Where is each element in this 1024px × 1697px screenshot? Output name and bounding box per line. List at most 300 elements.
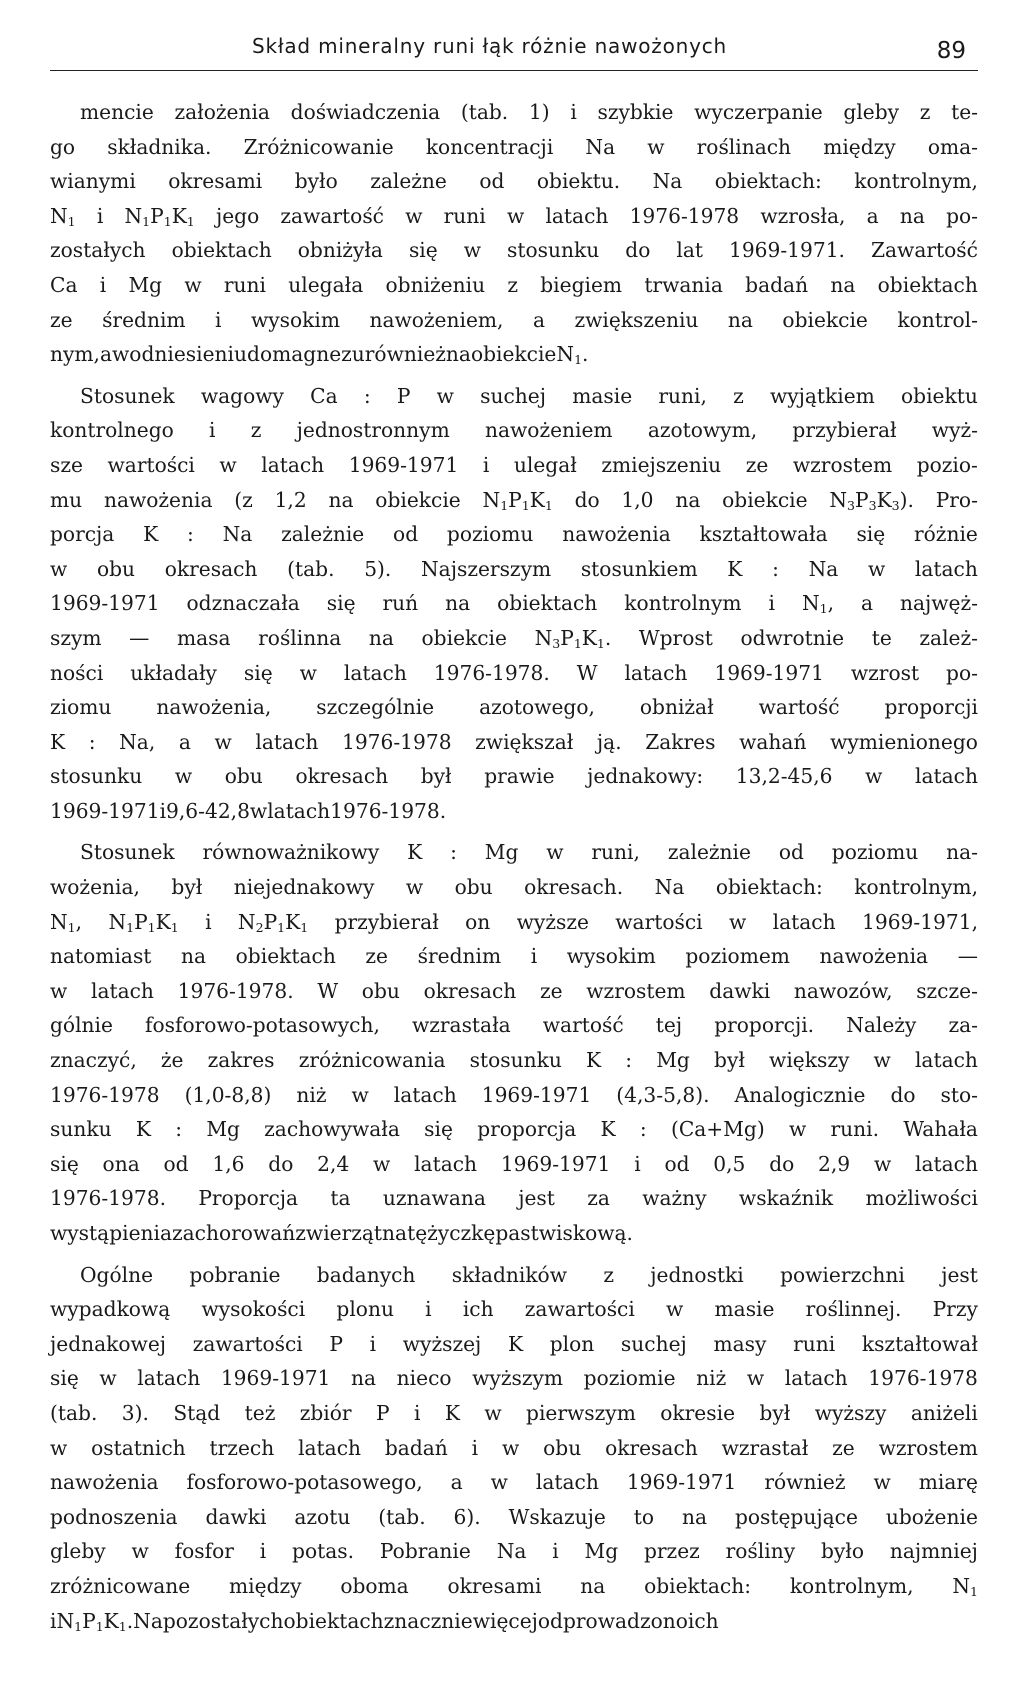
word: zmiejszeniu [601, 452, 722, 477]
paragraph [50, 95, 978, 372]
word: odwrotnie [740, 625, 845, 650]
text-line [50, 1292, 978, 1327]
word: Na, [119, 729, 156, 754]
word: runi [223, 272, 267, 297]
paragraph [50, 379, 978, 829]
word: był [171, 875, 203, 900]
word: K [135, 1117, 151, 1142]
word: porcja [50, 522, 115, 547]
text-line [50, 1078, 978, 1113]
word: kontrolnym [624, 591, 742, 616]
word: latach [535, 1470, 599, 1495]
word: 1969-1971 [714, 660, 824, 685]
word: ich [687, 1608, 719, 1633]
word: pierwszym [526, 1400, 636, 1425]
word: pozio- [916, 452, 978, 477]
word: (Ca+Mg) [670, 1117, 765, 1142]
text-line [50, 725, 978, 760]
text-line [50, 337, 978, 372]
word: Na [652, 169, 683, 194]
word: w [666, 1297, 684, 1322]
word: i [471, 1435, 479, 1460]
word: a [866, 203, 879, 228]
word: na [382, 1221, 408, 1245]
word: azotowym, [647, 418, 758, 443]
word: Przy [932, 1297, 978, 1322]
word: ze [832, 1435, 855, 1460]
word: obiektu [901, 383, 978, 408]
word: : [88, 729, 96, 754]
word: z [919, 100, 931, 124]
word: Mg [484, 840, 519, 865]
word: szybkie [597, 100, 674, 124]
word: pastwiskową. [495, 1221, 633, 1245]
word: poziomie [583, 1366, 676, 1391]
text-line [50, 233, 978, 268]
word: poziomu [446, 522, 534, 547]
word: : [175, 1117, 183, 1142]
word: : [363, 383, 371, 408]
word: tej [655, 1013, 683, 1038]
word: przez [643, 1539, 700, 1564]
running-header [50, 30, 978, 71]
word: ona [102, 1151, 140, 1176]
word: zachorowań [172, 1221, 296, 1245]
word: Zróżnicowanie [243, 134, 394, 159]
word: średnim [417, 944, 502, 969]
word: biegiem [540, 272, 623, 297]
text-line [50, 759, 978, 794]
word: obiektach [235, 944, 336, 969]
word: wyż- [931, 418, 978, 443]
word: runi [793, 1331, 836, 1356]
word: nawożenia [50, 1470, 159, 1495]
word: wyższy [814, 1400, 887, 1425]
word: latach [772, 909, 836, 934]
word: wzrostem [792, 452, 893, 477]
word: proporcji [884, 695, 978, 720]
word: stosunku [507, 238, 600, 263]
word: od [778, 840, 804, 865]
word: Na [222, 522, 253, 547]
word: odprowadzono [537, 1608, 688, 1633]
text-line [50, 1534, 978, 1569]
word: w [867, 556, 886, 581]
word: w [174, 764, 193, 789]
word: w [490, 1470, 508, 1495]
text-line [50, 95, 978, 130]
text-line [50, 268, 978, 303]
text-line [50, 905, 978, 940]
word: z [733, 383, 744, 408]
word: 1976-1978 [50, 1082, 160, 1107]
word: od [163, 1151, 189, 1176]
word: wysokości [201, 1297, 306, 1322]
word: Pobranie [379, 1539, 471, 1564]
word: przybierał [792, 418, 897, 443]
word: $N_3P_3K_3$). [829, 487, 914, 513]
word: zależnie [667, 840, 751, 865]
word: K [143, 522, 159, 547]
header-title: Skład mineralny runi łąk różnie nawożonych [252, 34, 728, 58]
text-line [50, 1465, 978, 1500]
word: Na [808, 556, 839, 581]
word: trwania [644, 272, 723, 297]
word: obiektach [171, 238, 272, 263]
word: obniżał [639, 695, 714, 720]
word: — [957, 944, 978, 969]
word: koncentracji [425, 134, 554, 159]
word: do [268, 1151, 294, 1176]
word: stosunku [50, 764, 143, 789]
word: okresach [423, 978, 517, 1003]
word: roślinnej. [805, 1297, 902, 1322]
word: (4,3-5,8). [616, 1082, 710, 1107]
word: i [205, 909, 212, 934]
word: obiekcie [782, 307, 868, 332]
word: kontrolnym, [854, 169, 978, 194]
word: poziomem [685, 944, 790, 969]
word: zawartości [524, 1297, 635, 1322]
word: miarę [918, 1470, 978, 1495]
word: w [112, 342, 130, 367]
word: w [405, 875, 424, 900]
word: w [873, 1048, 891, 1073]
word: go [50, 134, 76, 159]
word: obniżyła [297, 238, 383, 263]
word: sto- [940, 1082, 978, 1107]
word: więcej [472, 1608, 538, 1633]
word: nawożenia [819, 944, 929, 969]
word: znacznie [383, 1608, 473, 1633]
word: w [50, 978, 68, 1003]
word: się [856, 522, 886, 547]
word: okresami [447, 1573, 542, 1598]
word: runi [443, 203, 486, 228]
word: (1,0-8,8) [184, 1082, 272, 1107]
word: na [328, 487, 354, 512]
word: (tab. [460, 100, 509, 124]
word: najmniej [889, 1539, 978, 1564]
word: zwiększał [475, 729, 574, 754]
word: 1976-1978. [433, 660, 550, 685]
word: nawożeniem [484, 418, 613, 443]
word: $N_1$. [556, 342, 589, 368]
word: jednostki [650, 1262, 744, 1287]
word: okresach. [524, 875, 624, 900]
word: nawożenia [103, 487, 213, 512]
text-line [50, 413, 978, 448]
word: te- [951, 100, 978, 124]
text-line [50, 690, 978, 725]
word: w [546, 840, 564, 865]
word: po- [946, 203, 978, 228]
word: kształtował [861, 1331, 978, 1356]
word: plonu [336, 1297, 394, 1322]
word: zawartość [280, 203, 384, 228]
word: za- [948, 1013, 978, 1038]
word: 2,9 [818, 1151, 851, 1176]
word: 6). [453, 1504, 481, 1529]
word: do [890, 1082, 916, 1107]
word: zależne [370, 169, 447, 194]
text-line [50, 870, 978, 905]
word: wysokim [566, 944, 656, 969]
word: nawozów, [793, 978, 893, 1003]
word: 13,2-45,6 [735, 764, 833, 789]
word: kontrolnego [50, 418, 174, 443]
word: kontrolnym, [854, 875, 978, 900]
word: na [351, 1366, 377, 1391]
word: : [639, 1117, 647, 1142]
word: był [759, 1400, 791, 1425]
word: w [405, 203, 423, 228]
text-line [50, 164, 978, 199]
word: wartość [542, 1013, 624, 1038]
word: był [420, 764, 452, 789]
word: latach [298, 1435, 362, 1460]
word: zakres [207, 1048, 275, 1073]
word: wyższe [516, 909, 589, 934]
word: to [633, 1504, 655, 1529]
paragraph [50, 835, 978, 1250]
word: K [507, 1331, 524, 1356]
word: obu [96, 556, 136, 581]
word: niejednakowy [233, 875, 375, 900]
word: latach [393, 1082, 457, 1107]
word: założenia [174, 100, 270, 124]
text-line [50, 835, 978, 870]
word: w [99, 1366, 117, 1391]
word: tężyczkę [407, 1221, 496, 1245]
word: i [413, 1400, 421, 1425]
word: szcze- [916, 978, 978, 1003]
word: i [768, 591, 775, 616]
word: wagowy [200, 383, 284, 408]
word: 1969-1971 [50, 798, 160, 823]
word: ruń [382, 591, 419, 616]
text-line [50, 448, 978, 483]
word: ziomu [50, 695, 112, 720]
word: się [424, 1117, 453, 1142]
word: masie [714, 1297, 775, 1322]
word: obu [361, 978, 400, 1003]
word: latach [343, 660, 407, 685]
word: latach [914, 1048, 978, 1073]
word: : [772, 556, 779, 581]
word: poziomu [831, 840, 919, 865]
word: $N_1P_1K_1$ [124, 203, 195, 229]
word: się [50, 1366, 79, 1391]
word: wystąpienia [50, 1221, 173, 1245]
word: równoważnikowy [202, 840, 380, 865]
word: on [465, 909, 491, 934]
word: uznawana [382, 1186, 486, 1211]
word: 1969-1971 [500, 1151, 611, 1176]
word: latach [414, 1151, 478, 1176]
word: od [479, 169, 505, 194]
text-line [50, 1604, 978, 1639]
word: obiektach: [644, 1573, 752, 1598]
word: wartość [758, 695, 840, 720]
text-line [50, 1327, 978, 1362]
word: ta [330, 1186, 351, 1211]
word: — [129, 625, 150, 650]
word: zwierząt [295, 1221, 383, 1245]
word: w [50, 556, 68, 581]
text-line [50, 1361, 978, 1396]
word: $N_1$, [50, 909, 83, 935]
word: na- [946, 840, 978, 865]
word: zwiększeniu [574, 307, 699, 332]
word: pobranie [189, 1262, 281, 1287]
word: ich [462, 1297, 494, 1322]
word: 1976-1978. [177, 978, 294, 1003]
word: 1969-1971 [626, 1470, 737, 1495]
word: okresami [168, 169, 263, 194]
word: latach [261, 452, 325, 477]
word: latach [784, 1366, 848, 1391]
word: średnim [102, 307, 186, 332]
word: latach [90, 978, 154, 1003]
word: niż [696, 1366, 727, 1391]
word: wzrosła, [760, 203, 846, 228]
word: jego [215, 203, 260, 228]
word: w [184, 272, 202, 297]
word: lat [676, 238, 703, 263]
word: z [250, 418, 262, 443]
word: 1969-1971 [50, 591, 160, 616]
word: ostatnich [91, 1435, 186, 1460]
word: obiekcie [470, 342, 557, 367]
word: (tab. [378, 1504, 426, 1529]
text-line [50, 303, 978, 338]
text-line [50, 1216, 978, 1251]
word: a [178, 729, 191, 754]
word: K [444, 1400, 460, 1425]
word: i [369, 1331, 377, 1356]
word: K [586, 1048, 602, 1073]
word: Wprost [638, 625, 713, 650]
word: zróżnicowane [50, 1573, 191, 1598]
word: na [675, 487, 701, 512]
word: było [820, 1539, 864, 1564]
word: wzrastała [411, 1013, 511, 1038]
word: i [530, 944, 538, 969]
word: nawożenia [562, 522, 671, 547]
word: składników [451, 1262, 567, 1287]
word: w [873, 1151, 892, 1176]
word: kontrolnym, [789, 1573, 914, 1598]
word: Stąd [173, 1400, 221, 1425]
word: P [329, 1331, 343, 1356]
word: się [50, 1151, 79, 1176]
word: aniżeli [910, 1400, 978, 1425]
word: 1) [528, 100, 550, 124]
word: zostałych [50, 238, 146, 263]
word: zbiór [299, 1400, 352, 1425]
word: w [484, 1400, 502, 1425]
word: oma- [927, 134, 978, 159]
word: w [729, 909, 747, 934]
word: te [871, 625, 892, 650]
text-line [50, 1500, 978, 1535]
word: K [600, 1117, 616, 1142]
word: Stosunek [80, 840, 175, 865]
word: : [450, 840, 457, 865]
text-line [50, 939, 978, 974]
word: suchej [620, 1331, 687, 1356]
word: wzrostem [586, 978, 686, 1003]
word: $N_1P_1K_1$. [56, 1608, 134, 1634]
word: roślinach [696, 134, 792, 159]
word: pozostałych [162, 1608, 284, 1633]
word: $N_1$ [50, 203, 76, 229]
word: kształtowała [699, 522, 828, 547]
word: ulegał [513, 452, 577, 477]
text-line [50, 1431, 978, 1466]
word: obiektach: [714, 169, 822, 194]
word: suchej [480, 383, 546, 408]
word: ze [745, 452, 769, 477]
text-line [50, 552, 978, 587]
word: gleby [50, 1539, 106, 1564]
word: od [664, 1151, 690, 1176]
word: masy [713, 1331, 767, 1356]
word: wożenia, [50, 875, 140, 900]
word: ulegała [288, 272, 364, 297]
word: że [160, 1048, 184, 1073]
word: za [587, 1186, 610, 1211]
word: 9,6-42,8 [166, 798, 250, 823]
word: do [574, 487, 600, 512]
word: okresie [660, 1400, 736, 1425]
word: : [187, 522, 194, 547]
word: Mg [656, 1048, 690, 1073]
text-line [50, 1147, 978, 1182]
word: powierzchni [780, 1262, 905, 1287]
word: i [482, 452, 490, 477]
word: i [552, 1539, 559, 1564]
word: proporcja [477, 1117, 577, 1142]
word: Ca [50, 272, 78, 297]
text-line [50, 794, 978, 829]
word: na [830, 272, 856, 297]
word: : [625, 1048, 633, 1073]
word: się [326, 591, 356, 616]
word: wzrostem [878, 1435, 978, 1460]
word: było [294, 169, 338, 194]
word: ważny [642, 1186, 707, 1211]
word: w [788, 1117, 807, 1142]
word: w [746, 1366, 765, 1391]
word: do [247, 342, 273, 367]
word: w [501, 1435, 520, 1460]
word: i [215, 307, 222, 332]
word: 1,2 [274, 487, 307, 512]
word: od [393, 522, 419, 547]
word: jest [518, 1186, 555, 1211]
text-line [50, 483, 978, 518]
word: na [727, 307, 753, 332]
word: na [445, 342, 471, 367]
word: w [463, 238, 481, 263]
word: i [259, 1539, 267, 1564]
word: 1969-1971. [728, 238, 845, 263]
word: na [368, 625, 394, 650]
word: obiekcie [722, 487, 808, 512]
word: fosforowo-potasowego, [186, 1470, 423, 1495]
